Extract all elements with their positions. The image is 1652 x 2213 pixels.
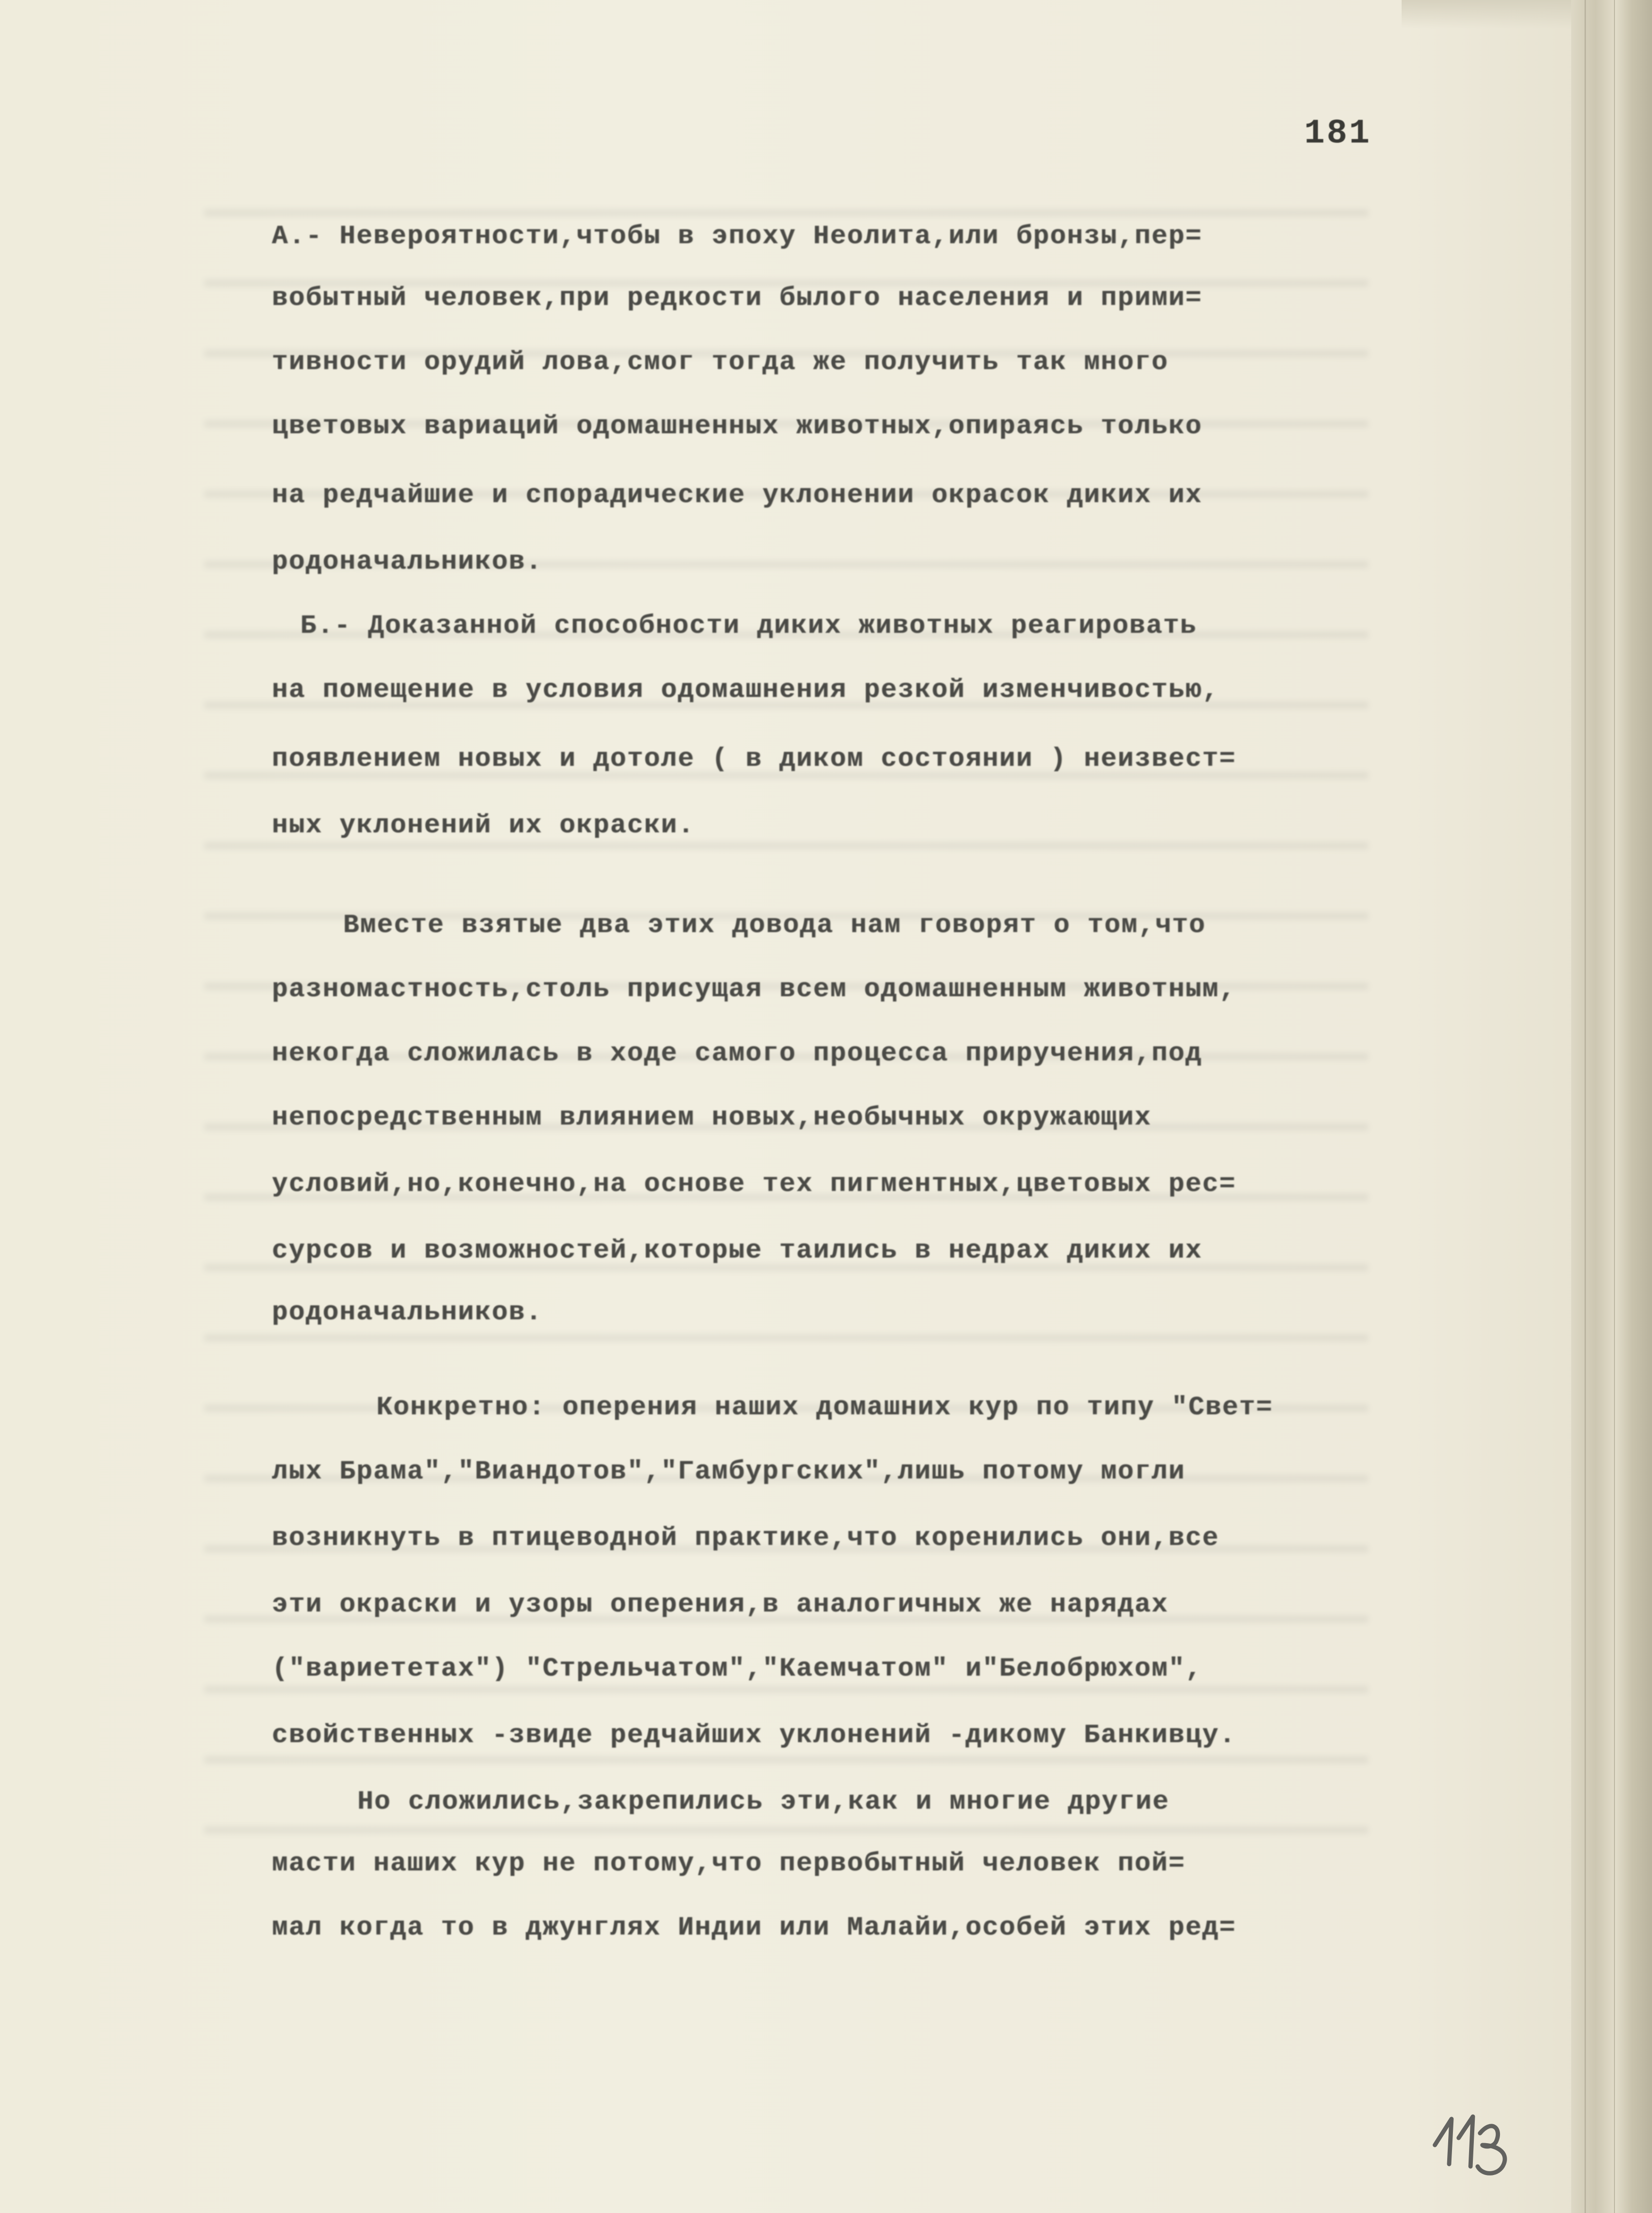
text-line: лых Брама","Виандотов","Гамбургских",лишь потому могли — [272, 1456, 1185, 1487]
text-line: родоначальников. — [272, 1297, 543, 1327]
text-line: тивности орудий лова,смог тогда же получить так много — [272, 347, 1169, 377]
text-line: Б.- Доказанной способности диких животных реагировать — [300, 610, 1197, 641]
text-line: возникнуть в птицеводной практике,что коренились они,все — [272, 1523, 1219, 1553]
text-line: непосредственным влиянием новых,необычных окружающих — [272, 1102, 1152, 1133]
text-line: сурсов и возможностей,которые таились в недрах диких их — [272, 1235, 1203, 1266]
text-line: А.- Невероятности,чтобы в эпоху Неолита,или бронзы,пер= — [272, 221, 1203, 251]
text-line: эти окраски и узоры оперения,в аналогичных же нарядах — [272, 1589, 1169, 1620]
text-line: мал когда то в джунглях Индии или Малайи,особей этих ред= — [272, 1912, 1236, 1943]
text-line: ("вариететах") "Стрельчатом","Каемчатом" и"Белобрюхом", — [272, 1653, 1203, 1684]
text-line: условий,но,конечно,на основе тех пигментных,цветовых рес= — [272, 1169, 1236, 1199]
text-line: Но сложились,закрепились эти,как и многие другие — [357, 1786, 1170, 1817]
text-line: ных уклонений их окраски. — [272, 810, 695, 840]
text-line: вобытный человек,при редкости былого населения и прими= — [272, 283, 1203, 313]
text-line: разномастность,столь присущая всем одомашненным животным, — [272, 974, 1236, 1004]
text-line: на помещение в условия одомашнения резкой изменчивостью, — [272, 675, 1219, 705]
text-line: родоначальников. — [272, 546, 543, 577]
text-line: Вместе взятые два этих довода нам говорят о том,что — [343, 910, 1206, 940]
page-number: 181 — [1304, 114, 1372, 153]
text-line: появлением новых и дотоле ( в диком состоянии ) неизвест= — [272, 744, 1236, 774]
text-line: цветовых вариаций одомашненных животных,опираясь только — [272, 411, 1203, 441]
text-line: Конкретно: оперения наших домашних кур по типу "Свет= — [376, 1392, 1273, 1422]
text-line: свойственных -звиде редчайших уклонений -дикому Банкивцу. — [272, 1720, 1236, 1750]
text-line: на редчайшие и спорадические уклонении окрасок диких их — [272, 480, 1203, 510]
text-line: масти наших кур не потому,что первобытный человек пой= — [272, 1848, 1185, 1879]
handwritten-folio-mark — [1425, 2100, 1539, 2185]
text-line: некогда сложилась в ходе самого процесса приручения,под — [272, 1038, 1203, 1068]
